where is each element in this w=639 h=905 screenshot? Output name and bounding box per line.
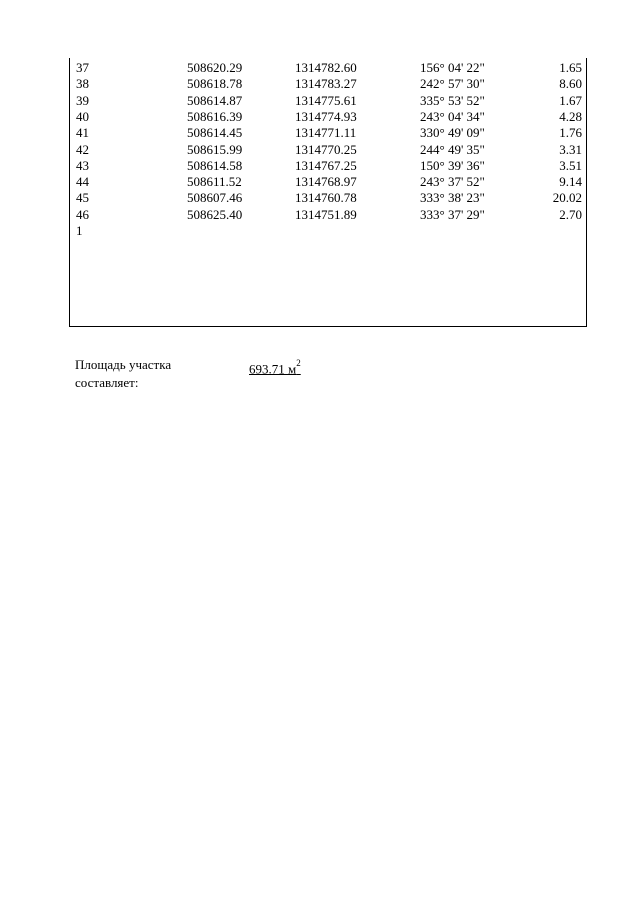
area-section (75, 356, 375, 396)
y-coordinate-cell: 1314771.11 (295, 125, 357, 141)
x-coordinate-cell: 508607.46 (187, 190, 243, 206)
x-coordinate-cell: 508614.58 (187, 157, 243, 173)
point-number-cell: 37 (76, 60, 89, 75)
direction-angle-cell: 243° 37' 52" (420, 174, 485, 190)
length-cell: 3.51 (559, 157, 582, 173)
x-coordinate-cell: 508615.99 (187, 141, 243, 157)
length-cell: 1.76 (559, 125, 582, 141)
table-row (70, 60, 586, 76)
point-number-cell: 40 (76, 108, 89, 124)
point-number-cell: 38 (76, 76, 89, 92)
x-coordinate-cell: 508614.45 (187, 125, 243, 141)
coordinates-table (69, 58, 587, 327)
length-cell: 4.28 (559, 108, 582, 124)
y-coordinate-cell: 1314783.27 (295, 76, 357, 92)
y-coordinate-cell: 1314768.97 (295, 174, 357, 190)
direction-angle-cell: 335° 53' 52" (420, 92, 485, 108)
direction-angle-cell: 333° 38' 23" (420, 190, 485, 206)
x-coordinate-cell: 508611.52 (187, 174, 242, 190)
x-coordinate-cell: 508616.39 (187, 108, 243, 124)
direction-angle-cell: 333° 37' 29" (420, 206, 485, 222)
point-number-cell: 41 (76, 125, 89, 141)
length-cell: 2.70 (559, 206, 582, 222)
length-cell: 1.67 (559, 92, 582, 108)
area-unit-power: 2 (296, 358, 301, 368)
point-number-cell: 43 (76, 157, 89, 173)
table-row (70, 190, 586, 206)
x-coordinate-cell: 508620.29 (187, 60, 243, 75)
table-row (70, 93, 586, 109)
area-number: 693.71 м (249, 361, 297, 377)
x-coordinate-cell: 508618.78 (187, 76, 243, 92)
x-coordinate-cell: 508614.87 (187, 92, 243, 108)
table-row (70, 125, 586, 141)
point-number-cell: 42 (76, 141, 89, 157)
direction-angle-cell: 242° 57' 30" (420, 76, 485, 92)
direction-angle-cell: 243° 04' 34" (420, 108, 485, 124)
table-row (70, 142, 586, 158)
point-number-cell: 46 (76, 206, 89, 222)
length-cell: 8.60 (559, 76, 582, 92)
point-number-cell: 39 (76, 92, 89, 108)
length-cell: 20.02 (552, 190, 582, 206)
table-row (70, 109, 586, 125)
table-row (70, 158, 586, 174)
area-label-line1: Площадь участка (75, 357, 172, 372)
y-coordinate-cell: 1314782.60 (295, 60, 357, 75)
area-value (249, 356, 301, 378)
x-coordinate-cell: 508625.40 (187, 206, 243, 222)
table-row (70, 76, 586, 92)
y-coordinate-cell: 1314751.89 (295, 206, 357, 222)
point-number-cell: 45 (76, 190, 89, 206)
length-cell: 1.65 (559, 60, 582, 75)
area-label (75, 356, 215, 392)
table-row (70, 207, 586, 223)
direction-angle-cell: 150° 39' 36" (420, 157, 485, 173)
y-coordinate-cell: 1314774.93 (295, 108, 357, 124)
table-row (70, 174, 586, 190)
length-cell: 3.31 (559, 141, 582, 157)
y-coordinate-cell: 1314767.25 (295, 157, 357, 173)
y-coordinate-cell: 1314760.78 (295, 190, 357, 206)
direction-angle-cell: 330° 49' 09" (420, 125, 485, 141)
point-number-cell: 1 (76, 223, 83, 238)
point-number-cell: 44 (76, 174, 89, 190)
table-row (70, 223, 586, 239)
direction-angle-cell: 156° 04' 22" (420, 60, 485, 75)
y-coordinate-cell: 1314775.61 (295, 92, 357, 108)
length-cell: 9.14 (559, 174, 582, 190)
y-coordinate-cell: 1314770.25 (295, 141, 357, 157)
direction-angle-cell: 244° 49' 35" (420, 141, 485, 157)
area-label-line2: составляет: (75, 375, 139, 390)
